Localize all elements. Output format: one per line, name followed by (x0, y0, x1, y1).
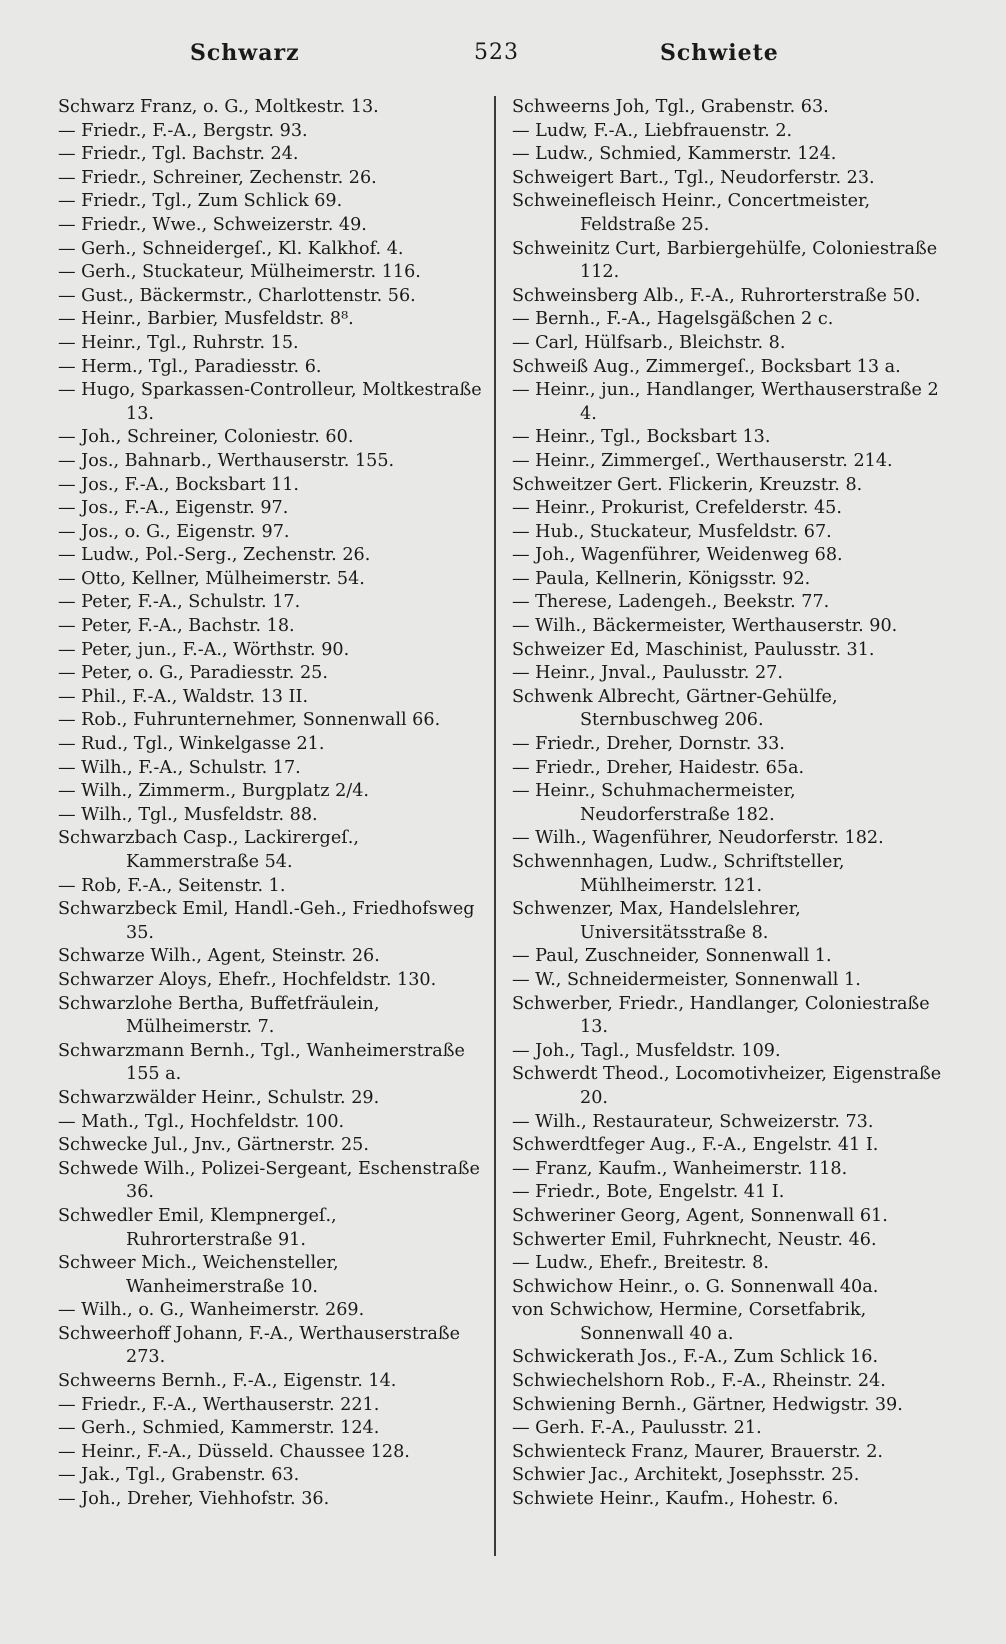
directory-entry: Schwarzbeck Emil, Handl.-Geh., Friedhofsweg 35. (58, 899, 475, 943)
directory-entry: Schweigert Bart., Tgl., Neudorferstr. 23. (512, 167, 875, 188)
directory-entry: — Heinr., Schuhmachermeister, Neudorferstraße 182. (512, 781, 796, 825)
directory-entry: — Gerh., Schmied, Kammerstr. 124. (58, 1418, 380, 1439)
directory-entry: — Joh., Dreher, Viehhofstr. 36. (58, 1489, 330, 1510)
left-column (58, 96, 482, 1512)
directory-entry: — Heinr., Tgl., Bocksbart 13. (512, 427, 771, 448)
directory-entry: Schwienteck Franz, Maurer, Brauerstr. 2. (512, 1441, 883, 1462)
page-header (0, 40, 1006, 76)
directory-entry: — Phil., F.-A., Waldstr. 13 II. (58, 686, 309, 707)
directory-entry: Schwiening Bernh., Gärtner, Hedwigstr. 39. (512, 1394, 903, 1415)
directory-entry: — Friedr., Dreher, Dornstr. 33. (512, 734, 785, 755)
directory-entry: — Jak., Tgl., Grabenstr. 63. (58, 1465, 300, 1486)
directory-entry: — Bernh., F.-A., Hagelsgäßchen 2 c. (512, 309, 834, 330)
directory-entry: — Otto, Kellner, Mülheimerstr. 54. (58, 568, 365, 589)
right-column (512, 96, 948, 1512)
directory-entry: — Wilh., Wagenführer, Neudorferstr. 182. (512, 828, 884, 849)
directory-entry: Schwarz Franz, o. G., Moltkestr. 13. (58, 97, 379, 117)
directory-entry: — Joh., Tagl., Musfeldstr. 109. (512, 1040, 781, 1061)
directory-entry: — Heinr., Barbier, Musfeldstr. 8⁸. (58, 309, 354, 330)
directory-entry: — Carl, Hülfsarb., Bleichstr. 8. (512, 332, 786, 353)
directory-entry: von Schwichow, Hermine, Corsetfabrik, Sonnenwall 40 a. (512, 1300, 867, 1344)
directory-entry: — Heinr., jun., Handlanger, Werthauserstraße 2 4. (512, 380, 939, 424)
directory-entry: — Jos., F.-A., Bocksbart 11. (58, 474, 299, 495)
directory-entry: — Math., Tgl., Hochfeldstr. 100. (58, 1111, 345, 1132)
directory-entry: — Heinr., Zimmergeſ., Werthauserstr. 214. (512, 450, 893, 471)
directory-entry: Schwier Jac., Architekt, Josephsstr. 25. (512, 1465, 860, 1486)
directory-entry: — Peter, o. G., Paradiesstr. 25. (58, 663, 328, 684)
directory-entry: — Gerh., Schneidergeſ., Kl. Kalkhof. 4. (58, 238, 404, 259)
directory-entry: — Hugo, Sparkassen-Controlleur, Moltkestraße 13. (58, 380, 482, 424)
directory-entry: Schwenzer, Max, Handelslehrer, Universitätsstraße 8. (512, 899, 801, 943)
directory-entry: Schweiß Aug., Zimmergeſ., Bocksbart 13 a. (512, 356, 901, 377)
page-number: 523 (474, 40, 519, 65)
header-right-keyword: Schwiete (660, 40, 779, 66)
directory-entry: — Heinr., Tgl., Ruhrstr. 15. (58, 332, 299, 353)
directory-entry: — Friedr., F.-A., Werthauserstr. 221. (58, 1394, 380, 1415)
directory-entry: Schweerhoff Johann, F.-A., Werthauserstraße 273. (58, 1323, 461, 1368)
directory-entry: Schwichow Heinr., o. G. Sonnenwall 40a. (512, 1276, 879, 1297)
directory-entry: Schwarzwälder Heinr., Schulstr. 29. (58, 1087, 380, 1108)
directory-entry: — Heinr., F.-A., Düsseld. Chaussee 128. (58, 1441, 410, 1462)
directory-entry: — Paul, Zuschneider, Sonnenwall 1. (512, 946, 832, 967)
directory-entry: Schwarzer Aloys, Ehefr., Hochfeldstr. 130. (58, 969, 437, 990)
directory-entry: Schwerdt Theod., Locomotivheizer, Eigenstraße 20. (512, 1064, 942, 1108)
directory-entry: — Peter, F.-A., Bachstr. 18. (58, 616, 295, 637)
directory-entry: Schwede Wilh., Polizei-Sergeant, Eschenstraße 36. (58, 1158, 480, 1203)
directory-entry: — Ludw., Pol.-Serg., Zechenstr. 26. (58, 545, 371, 566)
directory-entry: Schwiete Heinr., Kaufm., Hohestr. 6. (512, 1489, 839, 1510)
directory-entry: — Friedr., F.-A., Bergstr. 93. (58, 120, 308, 141)
directory-entry: Schweinitz Curt, Barbiergehülfe, Coloniestraße 112. (512, 238, 938, 283)
directory-entry: Schweizer Ed, Maschinist, Paulusstr. 31. (512, 639, 875, 660)
directory-entry: — Rob, F.-A., Seitenstr. 1. (58, 875, 286, 896)
directory-entry: — Wilh., Restaurateur, Schweizerstr. 73. (512, 1111, 874, 1132)
directory-entry: Schwenk Albrecht, Gärtner-Gehülfe, Sternbuschweg 206. (512, 686, 838, 731)
directory-entry: — Peter, jun., F.-A., Wörthstr. 90. (58, 639, 350, 660)
directory-entry: — Paula, Kellnerin, Königsstr. 92. (512, 568, 811, 589)
directory-entry: — Friedr., Dreher, Haidestr. 65a. (512, 757, 805, 778)
directory-entry: — Ludw., Ehefr., Breitestr. 8. (512, 1253, 769, 1274)
directory-entry: — Wilh., F.-A., Schulstr. 17. (58, 757, 301, 778)
directory-entry: — Friedr., Wwe., Schweizerstr. 49. (58, 214, 367, 235)
directory-entry: — Gerh., Stuckateur, Mülheimerstr. 116. (58, 262, 421, 283)
directory-entry: — Friedr., Tgl., Zum Schlick 69. (58, 191, 343, 212)
directory-entry: Schweinsberg Alb., F.-A., Ruhrorterstraße 50. (512, 285, 921, 306)
header-left-keyword: Schwarz (190, 40, 300, 66)
directory-entry: Schwiechelshorn Rob., F.-A., Rheinstr. 24. (512, 1371, 886, 1392)
directory-entry: — Jos., Bahnarb., Werthauserstr. 155. (58, 450, 395, 471)
directory-entry: — Wilh., Zimmerm., Burgplatz 2/4. (58, 781, 369, 802)
directory-entry: Schwerter Emil, Fuhrknecht, Neustr. 46. (512, 1229, 877, 1250)
directory-entry: — Joh., Wagenführer, Weidenweg 68. (512, 545, 843, 566)
directory-entry: — Wilh., Tgl., Musfeldstr. 88. (58, 804, 318, 825)
directory-entry: Schwarzbach Casp., Lackirergeſ., Kammerstraße 54. (58, 828, 359, 872)
directory-entry: Schwarze Wilh., Agent, Steinstr. 26. (58, 946, 380, 967)
directory-entry: — Franz, Kaufm., Wanheimerstr. 118. (512, 1158, 848, 1179)
directory-entry: Schweitzer Gert. Flickerin, Kreuzstr. 8. (512, 474, 863, 495)
directory-entry: Schwerdtfeger Aug., F.-A., Engelstr. 41 I. (512, 1135, 879, 1156)
directory-entry: — Rud., Tgl., Winkelgasse 21. (58, 734, 325, 755)
directory-entry: Schweerns Joh, Tgl., Grabenstr. 63. (512, 97, 829, 117)
directory-entry: — Hub., Stuckateur, Musfeldstr. 67. (512, 521, 832, 542)
directory-entry: — Peter, F.-A., Schulstr. 17. (58, 592, 301, 613)
directory-entry: — Herm., Tgl., Paradiesstr. 6. (58, 356, 322, 377)
directory-entry: — Friedr., Bote, Engelstr. 41 I. (512, 1182, 785, 1203)
directory-entry: Schwarzmann Bernh., Tgl., Wanheimerstraße 155 a. (58, 1040, 465, 1085)
directory-entry: — Wilh., Bäckermeister, Werthauserstr. 90. (512, 616, 898, 637)
directory-entry: — Ludw., Schmied, Kammerstr. 124. (512, 144, 837, 165)
directory-entry: Schwickerath Jos., F.-A., Zum Schlick 16. (512, 1347, 879, 1368)
directory-entry: Schwedler Emil, Klempnergeſ., Ruhrorterstraße 91. (58, 1205, 337, 1250)
directory-entry: Schwerber, Friedr., Handlanger, Coloniestraße 13. (512, 993, 930, 1038)
directory-entry: Schweer Mich., Weichensteller, Wanheimerstraße 10. (58, 1253, 339, 1297)
directory-entry: Schwarzlohe Bertha, Buffetfräulein, Mülheimerstr. 7. (58, 993, 380, 1038)
directory-entry: — Jos., o. G., Eigenstr. 97. (58, 521, 290, 542)
column-divider (494, 96, 496, 1556)
directory-entry: Schwecke Jul., Jnv., Gärtnerstr. 25. (58, 1135, 369, 1156)
directory-entry: — W., Schneidermeister, Sonnenwall 1. (512, 969, 861, 990)
directory-entry: — Joh., Schreiner, Coloniestr. 60. (58, 427, 354, 448)
directory-entry: — Gerh. F.-A., Paulusstr. 21. (512, 1418, 762, 1439)
directory-entry: — Wilh., o. G., Wanheimerstr. 269. (58, 1300, 365, 1321)
directory-entry: — Heinr., Jnval., Paulusstr. 27. (512, 663, 783, 684)
directory-entry: — Therese, Ladengeh., Beekstr. 77. (512, 592, 830, 613)
directory-entry: Schweerns Bernh., F.-A., Eigenstr. 14. (58, 1371, 397, 1392)
directory-entry: — Gust., Bäckermstr., Charlottenstr. 56. (58, 285, 416, 306)
directory-entry: Schweinefleisch Heinr., Concertmeister, Feldstraße 25. (512, 191, 871, 235)
directory-entry: — Rob., Fuhrunternehmer, Sonnenwall 66. (58, 710, 441, 731)
directory-entry: Schwennhagen, Ludw., Schriftsteller, Mühlheimerstr. 121. (512, 852, 845, 896)
directory-entry: — Ludw, F.-A., Liebfrauenstr. 2. (512, 120, 793, 141)
directory-entry: — Friedr., Tgl. Bachstr. 24. (58, 144, 299, 165)
directory-entry: — Friedr., Schreiner, Zechenstr. 26. (58, 167, 377, 188)
directory-entry: — Heinr., Prokurist, Crefelderstr. 45. (512, 498, 842, 519)
directory-entry: Schweriner Georg, Agent, Sonnenwall 61. (512, 1205, 888, 1226)
directory-entry: — Jos., F.-A., Eigenstr. 97. (58, 498, 289, 519)
